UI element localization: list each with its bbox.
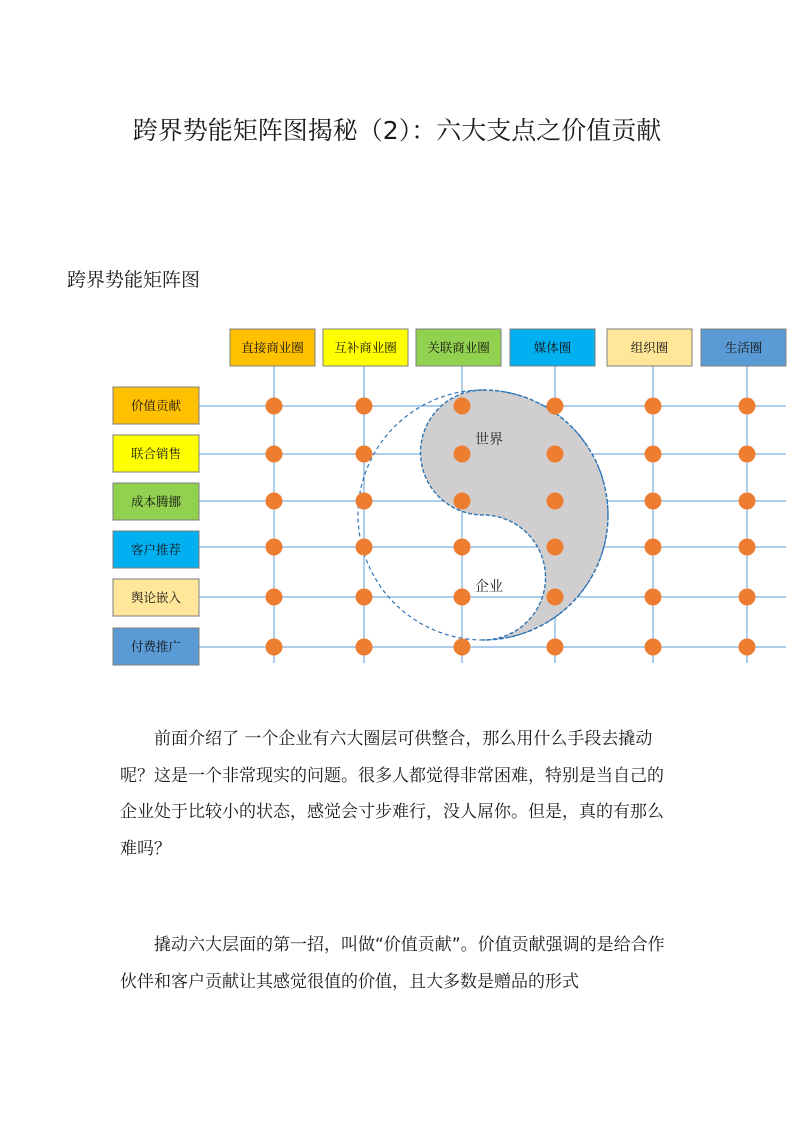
column-header-label: 直接商业圈 [241, 340, 304, 355]
matrix-node [454, 493, 471, 510]
column-headers [230, 329, 786, 366]
matrix-node [266, 493, 283, 510]
matrix-node [454, 589, 471, 606]
section-subtitle: 跨界势能矩阵图 [67, 269, 201, 291]
row-header-label: 联合销售 [130, 446, 182, 461]
matrix-node [645, 446, 662, 463]
column-header-label: 生活圈 [724, 340, 763, 355]
matrix-node [739, 589, 756, 606]
matrix-node [645, 493, 662, 510]
matrix-node [547, 539, 564, 556]
matrix-node [739, 539, 756, 556]
row-header-label: 价值贡献 [130, 398, 182, 413]
matrix-node [356, 639, 373, 656]
matrix-node [454, 639, 471, 656]
page-title: 跨界势能矩阵图揭秘（2）：六大支点之价值贡献 [132, 116, 662, 145]
matrix-node [645, 539, 662, 556]
row-header-label: 成本腾挪 [130, 494, 182, 509]
matrix-node [356, 493, 373, 510]
matrix-node [266, 539, 283, 556]
matrix-node [739, 398, 756, 415]
matrix-node [645, 639, 662, 656]
column-header-label: 组织圈 [630, 340, 669, 355]
matrix-node [547, 639, 564, 656]
paragraph-2: 撬动六大层面的第一招，叫做“价值贡献”。价值贡献强调的是给合作伙伴和客户贡献让其感觉很值的价值，且大多数是赠品的形式 [120, 935, 665, 992]
matrix-node [454, 446, 471, 463]
row-headers [113, 387, 199, 665]
row-header-label: 客户推荐 [130, 542, 182, 557]
matrix-node [547, 493, 564, 510]
matrix-node [547, 446, 564, 463]
matrix-node [454, 398, 471, 415]
matrix-node [356, 589, 373, 606]
matrix-node [266, 398, 283, 415]
matrix-node [645, 589, 662, 606]
row-header-label: 舆论嵌入 [130, 590, 182, 605]
enterprise-label: 企业 [475, 579, 503, 595]
matrix-node [266, 446, 283, 463]
matrix-node [547, 398, 564, 415]
matrix-node [739, 493, 756, 510]
world-label: 世界 [475, 432, 503, 448]
matrix-node [645, 398, 662, 415]
paragraph-1: 前面介绍了 一个企业有六大圈层可供整合，那么用什么手段去撬动呢？这是一个非常现实的问题。很多人都觉得非常困难，特别是当自己的企业处于比较小的状态，感觉会寸步难行，没人屌你。但是，真的有那么难吗？ [120, 729, 664, 859]
matrix-node [739, 446, 756, 463]
matrix-node [356, 398, 373, 415]
matrix-node [266, 589, 283, 606]
matrix-node [356, 446, 373, 463]
matrix-node [454, 539, 471, 556]
column-header-label: 关联商业圈 [427, 340, 490, 355]
column-header-label: 媒体圈 [533, 340, 572, 355]
matrix-node [266, 639, 283, 656]
column-header-label: 互补商业圈 [334, 340, 397, 355]
row-header-label: 付费推广 [130, 639, 182, 654]
taiji-yin-shape [421, 390, 609, 640]
taiji-figure [358, 390, 608, 640]
matrix-node [356, 539, 373, 556]
matrix-node [739, 639, 756, 656]
matrix-node [547, 589, 564, 606]
